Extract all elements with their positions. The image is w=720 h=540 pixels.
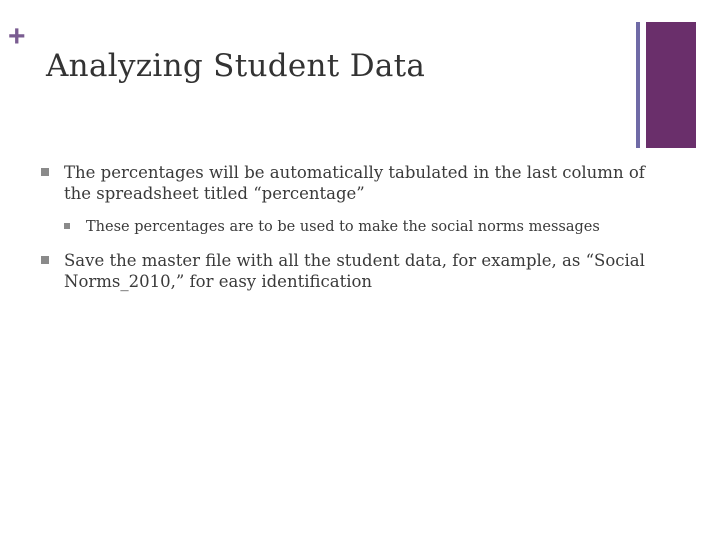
sub-bullet-text: These percentages are to be used to make the social norms messages	[86, 219, 600, 235]
bullet-text: Save the master file with all the student data, for example, as “Social Norms_2010,” for easy identification	[64, 251, 645, 291]
bullet-item	[40, 250, 650, 292]
bullet-list	[40, 162, 650, 292]
square-bullet-icon	[41, 256, 49, 264]
bullet-item	[40, 162, 650, 237]
sub-bullet-list	[64, 218, 650, 237]
bullet-text: The percentages will be automatically tabulated in the last column of the spreadsheet titled “percentage”	[64, 163, 645, 203]
accent-block	[646, 22, 696, 148]
accent-line	[636, 22, 640, 148]
square-bullet-icon	[41, 168, 49, 176]
square-bullet-icon	[64, 223, 70, 229]
sub-bullet-item	[64, 218, 650, 237]
plus-icon: +	[8, 20, 26, 53]
slide-title: Analyzing Student Data	[46, 48, 426, 84]
